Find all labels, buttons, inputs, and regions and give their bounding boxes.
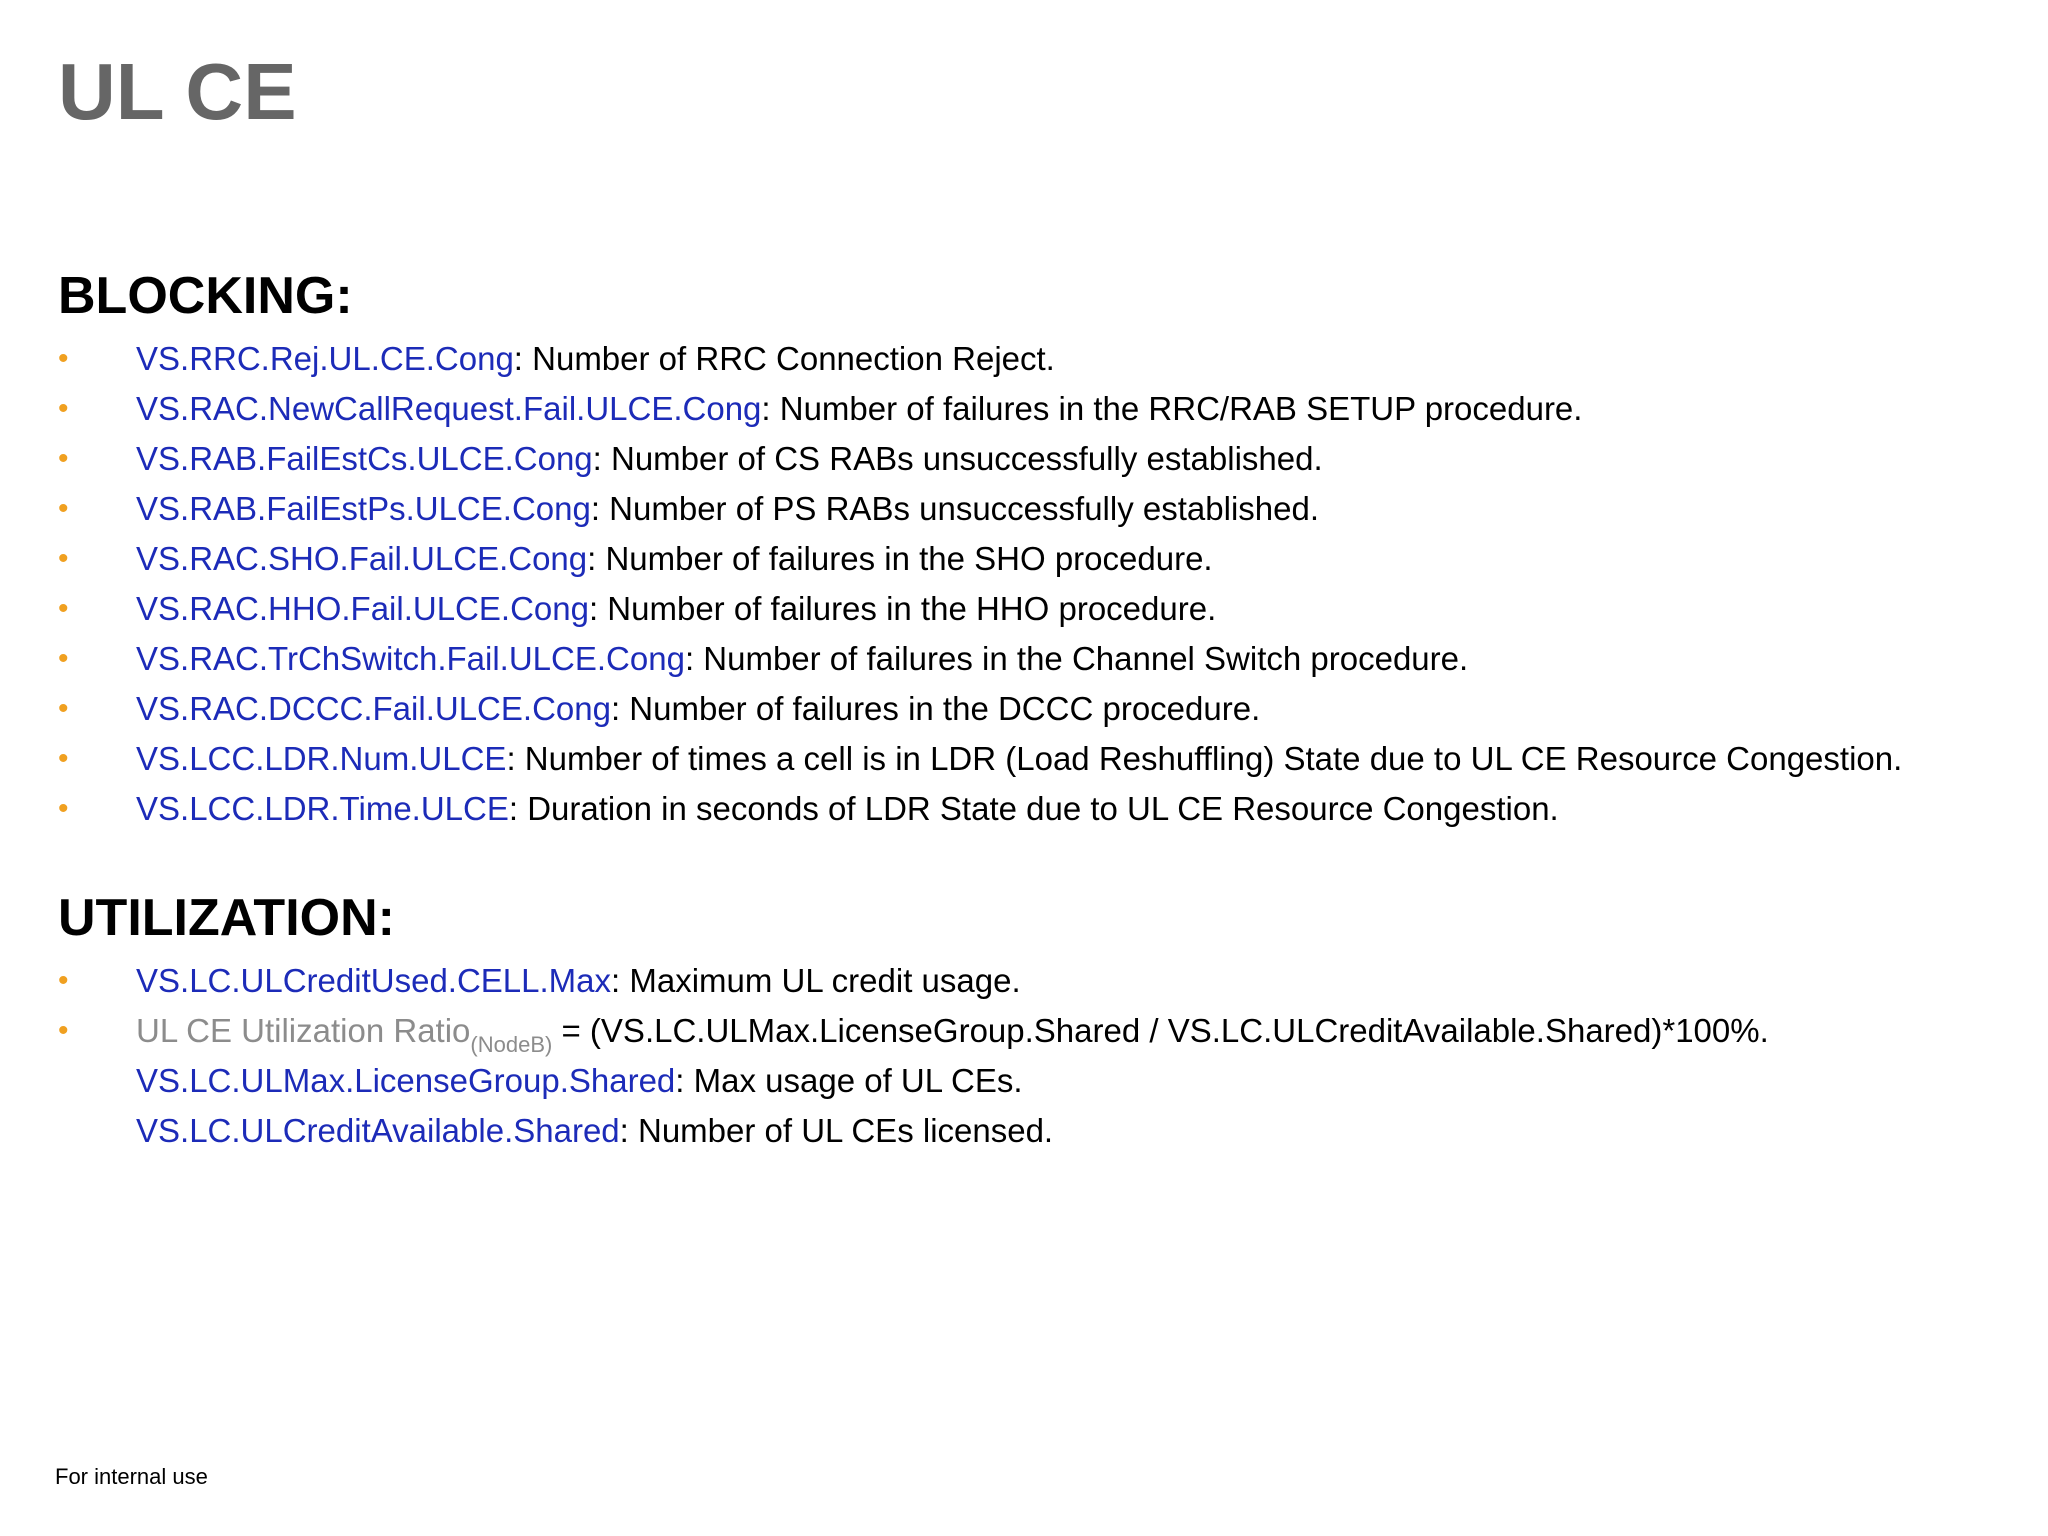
kpi-name: VS.RAC.HHO.Fail.ULCE.Cong [136,590,589,627]
ratio-label: UL CE Utilization Ratio [136,1012,471,1049]
bullet-icon: • [58,342,69,375]
list-item-text [136,734,1902,784]
kpi-description: : Max usage of UL CEs. [675,1062,1023,1099]
kpi-name: VS.RAB.FailEstCs.ULCE.Cong [136,440,593,477]
slide-title: UL CE [58,47,297,136]
kpi-description: : Number of failures in the RRC/RAB SETUP procedure. [761,390,1583,427]
bullet-icon: • [58,492,69,525]
list-item-text [136,784,1559,834]
kpi-name: VS.LCC.LDR.Num.ULCE [136,740,507,777]
kpi-description: : Number of failures in the SHO procedure. [587,540,1213,577]
kpi-description: : Maximum UL credit usage. [611,962,1021,999]
list-item-text [136,334,1055,384]
bullet-icon: • [58,964,69,997]
kpi-name: VS.RAC.NewCallRequest.Fail.ULCE.Cong [136,390,762,427]
list-item-text [136,684,1260,734]
list-item-text [136,584,1216,634]
kpi-description: : Number of failures in the Channel Switch procedure. [684,640,1469,677]
list-item-text [136,956,1021,1006]
kpi-name: VS.RAC.DCCC.Fail.ULCE.Cong [136,690,611,727]
footer-note: For internal use [55,1464,208,1489]
ratio-formula: = (VS.LC.ULMax.LicenseGroup.Shared / VS.LC.ULCreditAvailable.Shared)*100%. [552,1012,1769,1049]
kpi-name: VS.LC.ULMax.LicenseGroup.Shared [136,1062,676,1099]
kpi-description: : Number of failures in the HHO procedure. [588,590,1217,627]
list-item-text [136,1106,1053,1156]
kpi-name: VS.RAC.SHO.Fail.ULCE.Cong [136,540,588,577]
kpi-name: VS.LCC.LDR.Time.ULCE [136,790,509,827]
ratio-subscript: (NodeB) [470,1032,553,1057]
utilization-heading: UTILIZATION: [58,889,395,947]
list-item-text [136,384,1582,434]
kpi-description: : Number of RRC Connection Reject. [513,340,1055,377]
list-item-text [136,484,1319,534]
bullet-icon: • [58,642,69,675]
kpi-description: : Number of CS RABs unsuccessfully established. [592,440,1323,477]
bullet-icon: • [58,742,69,775]
kpi-description: : Duration in seconds of LDR State due to UL CE Resource Congestion. [508,790,1559,827]
kpi-name: VS.RAB.FailEstPs.ULCE.Cong [136,490,591,527]
bullet-icon: • [58,442,69,475]
bullet-icon: • [58,542,69,575]
kpi-name: VS.RAC.TrChSwitch.Fail.ULCE.Cong [136,640,685,677]
kpi-description: : Number of failures in the DCCC procedure. [610,690,1261,727]
list-item-text [136,634,1468,684]
bullet-icon: • [58,1014,69,1047]
kpi-description: : Number of PS RABs unsuccessfully established. [590,490,1320,527]
bullet-icon: • [58,792,69,825]
kpi-name: VS.LC.ULCreditAvailable.Shared [136,1112,620,1149]
bullet-icon: • [58,692,69,725]
bullet-icon: • [58,592,69,625]
bullet-icon: • [58,392,69,425]
list-item-text [136,534,1213,584]
list-item-text [136,1006,1769,1056]
list-item-text [136,434,1323,484]
list-item-text [136,1056,1023,1106]
kpi-name: VS.LC.ULCreditUsed.CELL.Max [136,962,612,999]
kpi-name: VS.RRC.Rej.UL.CE.Cong [136,340,514,377]
blocking-heading: BLOCKING: [58,267,353,325]
kpi-description: : Number of UL CEs licensed. [619,1112,1054,1149]
kpi-description: : Number of times a cell is in LDR (Load Reshuffling) State due to UL CE Resource Congestion. [506,740,1903,777]
